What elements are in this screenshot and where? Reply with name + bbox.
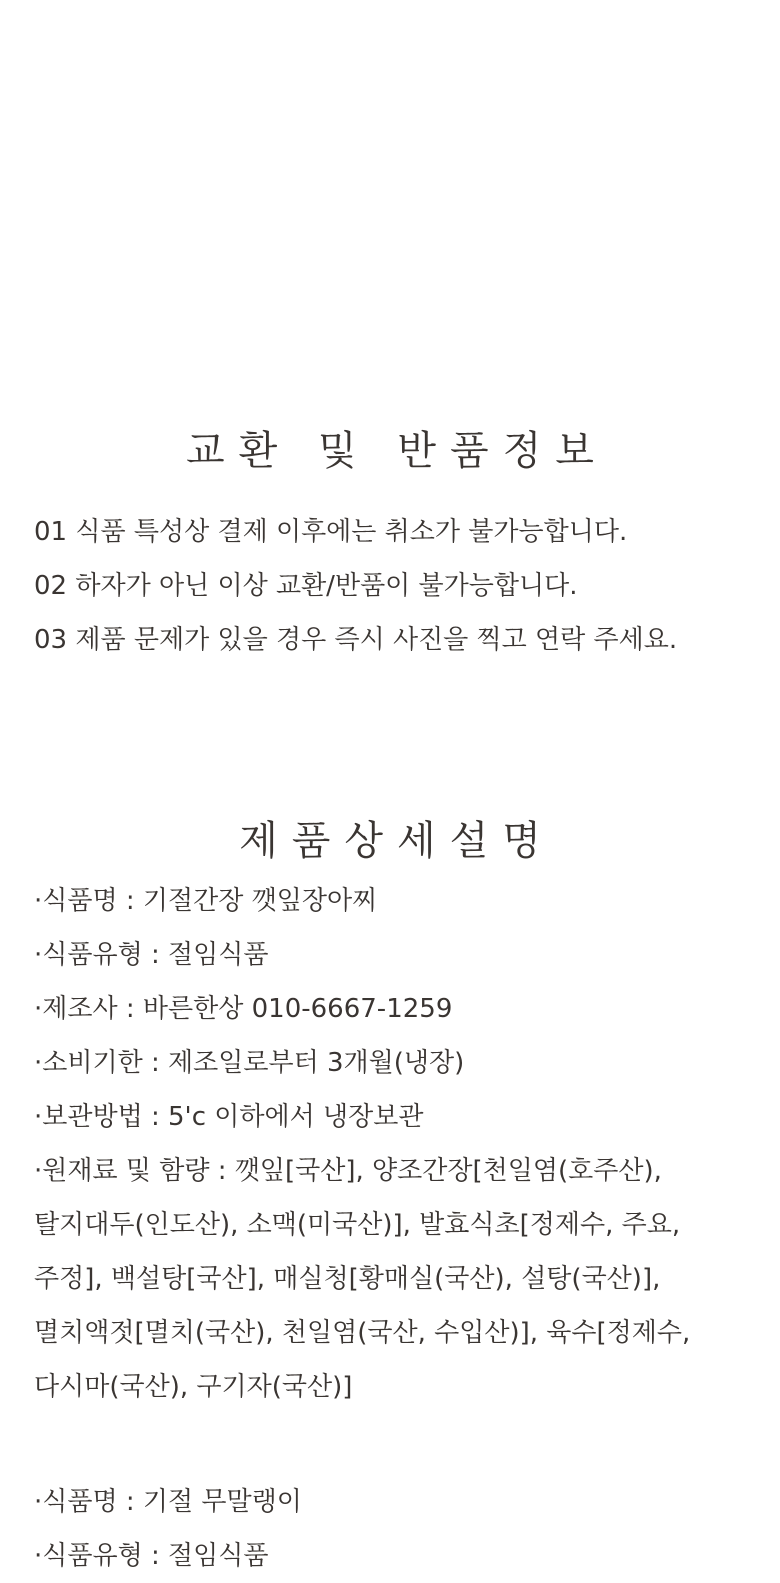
- exchange-policy-item: 01 식품 특성상 결제 이후에는 취소가 불가능합니다.: [34, 517, 628, 547]
- product-ingredients-line: 주정], 백설탕[국산], 매실청[황매실(국산), 설탕(국산)],: [34, 1264, 661, 1294]
- product-ingredients-line: 탈지대두(인도산), 소맥(미국산)], 발효식초[정제수, 주요,: [34, 1210, 681, 1240]
- exchange-return-title: 교환 및 반품정보: [166, 423, 614, 479]
- product-storage: ·보관방법 : 5'c 이하에서 냉장보관: [34, 1102, 424, 1132]
- exchange-policy-item: 02 하자가 아닌 이상 교환/반품이 불가능합니다.: [34, 571, 578, 601]
- product-maker: ·제조사 : 바른한상 010-6667-1259: [34, 994, 453, 1024]
- product-name: ·식품명 : 기절 무말랭이: [34, 1487, 302, 1517]
- product-ingredients-line: ·원재료 및 함량 : 깻잎[국산], 양조간장[천일염(호주산),: [34, 1156, 662, 1186]
- product-name: ·식품명 : 기절간장 깻잎장아찌: [34, 886, 378, 916]
- product-type: ·식품유형 : 절임식품: [34, 940, 269, 970]
- product-type: ·식품유형 : 절임식품: [34, 1541, 269, 1571]
- exchange-policy-item: 03 제품 문제가 있을 경우 즉시 사진을 찍고 연락 주세요.: [34, 625, 678, 655]
- exchange-policy-list: [34, 505, 754, 667]
- product-info-block-2: [34, 1475, 754, 1583]
- product-info-block: [34, 874, 754, 1414]
- product-expiry: ·소비기한 : 제조일로부터 3개월(냉장): [34, 1048, 465, 1078]
- product-ingredients-line: 멸치액젓[멸치(국산), 천일염(국산, 수입산)], 육수[정제수,: [34, 1318, 691, 1348]
- product-detail-title: 제품상세설명: [219, 813, 561, 869]
- exchange-section-header: [0, 390, 780, 512]
- product-ingredients-line: 다시마(국산), 구기자(국산)]: [34, 1372, 353, 1402]
